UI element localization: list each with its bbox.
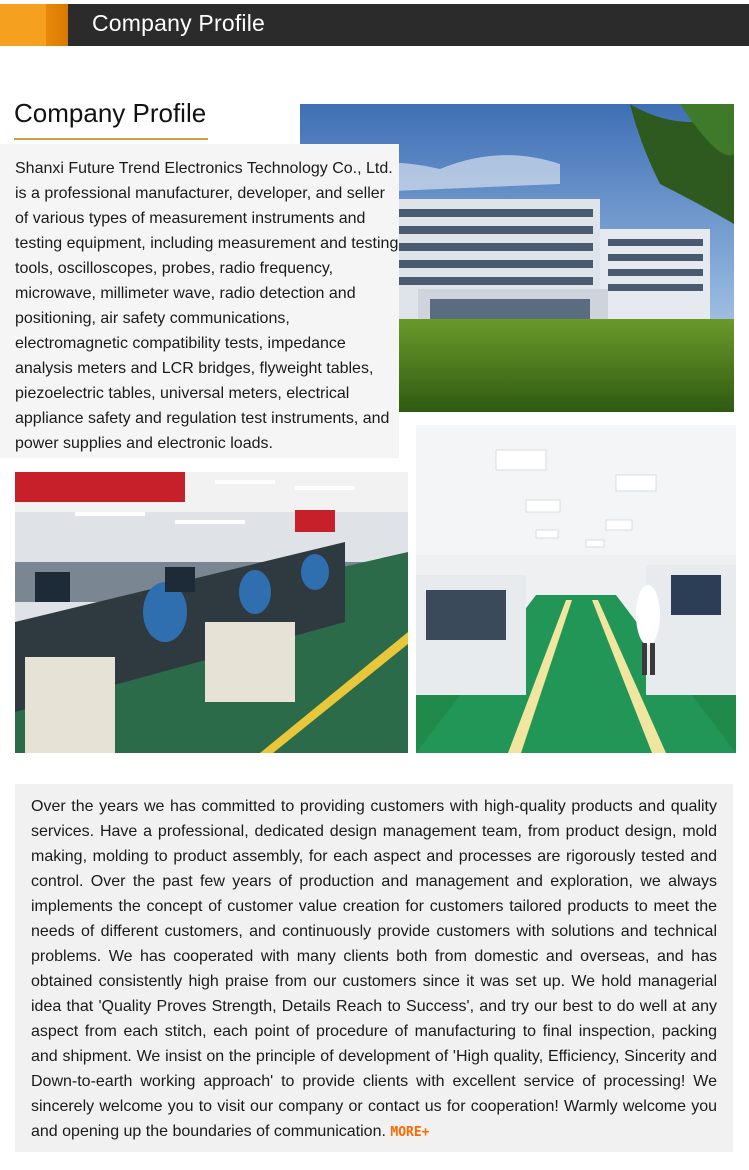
more-link[interactable]: MORE+ [390,1125,430,1140]
banner-accent-stripe [46,4,68,46]
intro-paragraph: Shanxi Future Trend Electronics Technology Co., Ltd. is a professional manufacturer, developer, and seller of various types of measurement instruments and testing equipment, including measurement and testing tools, oscilloscopes, probes, radio frequency, microwave, millimeter wave, radio detection and positioning, air safety communications, electromagnetic compatibility tests, impedance analysis meters and LCR bridges, flyweight tables, piezoelectric tables, universal meters, electrical appliance safety and regulation test instruments, and power supplies and electronic loads. [15,160,399,452]
banner-title: Company Profile [92,10,266,36]
description-paragraph [31,794,717,1145]
banner-accent-block [0,4,46,46]
factory-photo [416,425,736,753]
header-banner [0,4,749,46]
section-title: Company Profile [14,98,207,128]
title-underline [14,138,208,140]
office-photo [15,472,408,753]
description-text: Over the years we has committed to providing customers with high-quality products and quality services. Have a professional, dedicated design management team, from product design, mold making, molding to product assembly, for each aspect and processes are rigorously tested and control. Over the past few years of production and management and exploration, we always implements the concept of customer value creation for customers tailored products to meet the needs of different customers, and continuously provide customers with solutions and technical problems. We has cooperated with many clients both from domestic and overseas, and has obtained consistently high praise from our customers since it was set up. We hold managerial idea that 'Quality Proves Strength, Details Reach to Success', and try our best to do well at any aspect from each stitch, each point of procedure of manufacturing to final inspection, packing and shipment. We insist on the principle of development of 'High quality, Efficiency, Sincerity and Down-to-earth working approach' to provide clients with excellent service of processing! We sincerely welcome you to visit our company or contact us for cooperation! Warmly welcome you and opening up the boundaries of communication. [31,798,717,1140]
